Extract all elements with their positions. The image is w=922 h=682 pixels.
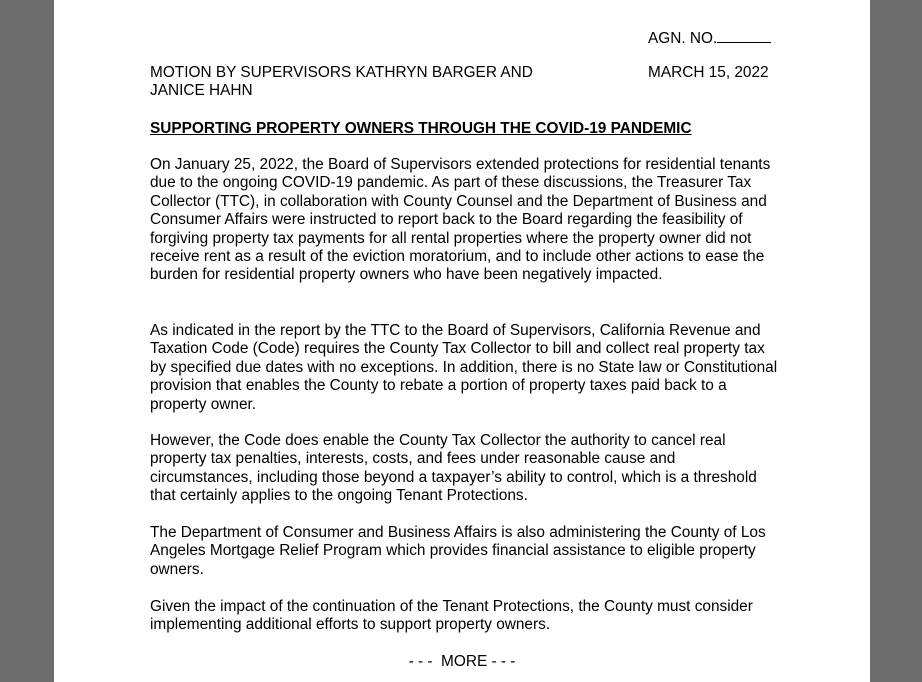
agenda-number-label: AGN. NO. <box>648 30 718 47</box>
motion-title: SUPPORTING PROPERTY OWNERS THROUGH THE COVID-19 PANDEMIC <box>150 120 692 137</box>
paragraph: Given the impact of the continuation of the Tenant Protections, the County must consider implementing additional efforts to support property owners. <box>150 598 753 634</box>
document-page <box>54 0 870 682</box>
agenda-number-blank <box>717 28 771 43</box>
paragraph: However, the Code does enable the County Tax Collector the authority to cancel real property tax penalties, interests, costs, and fees under reasonable cause and circumstances, including those beyond a taxpayer’s ability to control, which is a threshold that certainly applies to the ongoing Tenant Protections. <box>150 432 757 505</box>
more-indicator: - - - MORE - - - <box>408 653 516 670</box>
motion-by: MOTION BY SUPERVISORS KATHRYN BARGER AND JANICE HAHN <box>150 64 533 100</box>
paragraph: As indicated in the report by the TTC to the Board of Supervisors, California Revenue and Taxation Code (Code) requires the County Tax Collector to bill and collect real property tax by specified due dates with no exceptions. In addition, there is no State law or Constitutional provision that enables the County to rebate a portion of property taxes paid back to a property owner. <box>150 322 778 413</box>
agenda-number <box>648 28 771 48</box>
paragraph: On January 25, 2022, the Board of Supervisors extended protections for residential tenants due to the ongoing COVID-19 pandemic. As part of these discussions, the Treasurer Tax Collector (TTC), in collaboration with County Counsel and the Department of Business and Consumer Affairs were instructed to report back to the Board regarding the feasibility of forgiving property tax payments for all rental properties where the property owner did not receive rent as a result of the eviction moratorium, and to include other actions to ease the burden for residential property owners who have been negatively impacted. <box>150 156 771 284</box>
motion-date: MARCH 15, 2022 <box>648 64 769 81</box>
paragraph: The Department of Consumer and Business Affairs is also administering the County of Los Angeles Mortgage Relief Program which provides financial assistance to eligible property owners. <box>150 524 766 578</box>
